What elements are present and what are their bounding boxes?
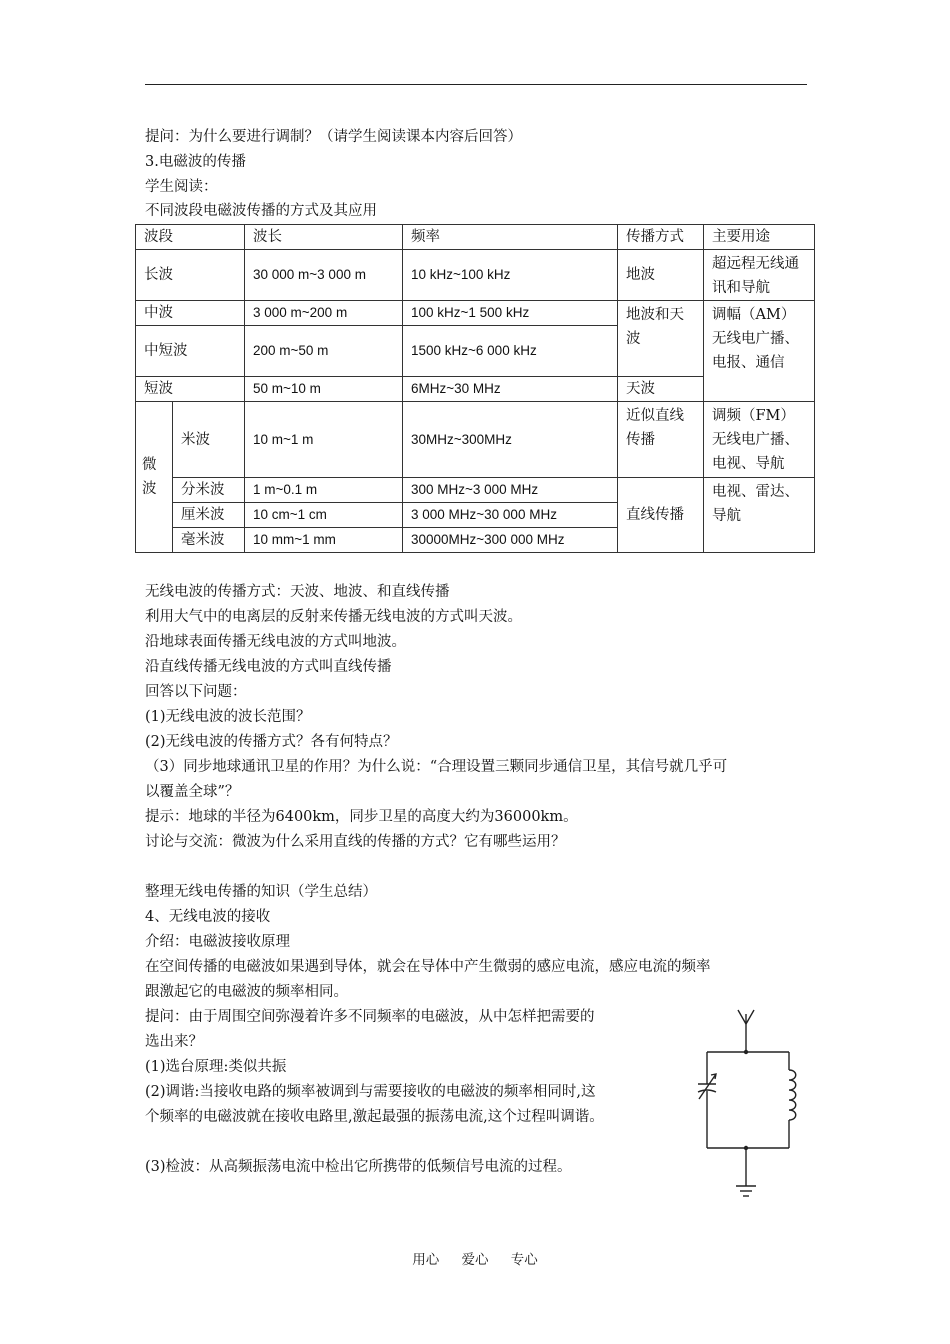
cell-propagation: 直线传播 (618, 478, 704, 553)
cell-frequency: 1500 kHz~6 000 kHz (403, 326, 618, 377)
cell-wavelength: 50 m~10 m (245, 377, 403, 402)
header-rule (145, 84, 807, 85)
table-caption: 不同波段电磁波传播的方式及其应用 (145, 203, 377, 219)
variable-capacitor-icon (698, 1074, 716, 1100)
text-line: 个频率的电磁波就在接收电路里,激起最强的振荡电流,这个过程叫调谐。 (145, 1109, 604, 1125)
text-line: 无线电波的传播方式：天波、地波、和直线传播 (145, 584, 450, 600)
table-row (136, 402, 815, 478)
header-propagation: 传播方式 (618, 225, 704, 250)
cell-propagation: 地波和天波 (618, 301, 704, 377)
hint-line: 提示：地球的半径为6400km，同步卫星的高度大约为36000km。 (145, 809, 578, 825)
cell-frequency: 100 kHz~1 500 kHz (403, 301, 618, 326)
cell-band: 中波 (136, 301, 245, 326)
cell-wavelength: 10 mm~1 mm (245, 528, 403, 553)
page-footer: 用心 爱心 专心 (412, 1252, 538, 1268)
cell-band: 分米波 (173, 478, 245, 503)
section-heading: 4、无线电波的接收 (145, 909, 271, 925)
question-item-cont: 以覆盖全球”？ (145, 784, 240, 800)
cell-wavelength: 1 m~0.1 m (245, 478, 403, 503)
junction-dot (744, 1146, 748, 1150)
text-line: 学生阅读： (145, 179, 218, 195)
cell-propagation: 近似直线传播 (618, 402, 704, 478)
cell-frequency: 30MHz~300MHz (403, 402, 618, 478)
cell-propagation: 地波 (618, 250, 704, 301)
text-line: (1)选台原理:类似共振 (145, 1059, 287, 1075)
cell-wavelength: 10 cm~1 cm (245, 503, 403, 528)
text-line: 沿地球表面传播无线电波的方式叫地波。 (145, 634, 406, 650)
cell-wavelength: 10 m~1 m (245, 402, 403, 478)
section-heading: 3.电磁波的传播 (145, 154, 246, 170)
cell-use: 电视、雷达、导航 (704, 478, 815, 553)
text-line: 提问：由于周围空间弥漫着许多不同频率的电磁波，从中怎样把需要的 (145, 1009, 595, 1025)
header-use: 主要用途 (704, 225, 815, 250)
lc-circuit-diagram (690, 1002, 812, 1206)
table-header-row (136, 225, 815, 250)
cell-wavelength: 30 000 m~3 000 m (245, 250, 403, 301)
cell-band: 米波 (173, 402, 245, 478)
antenna-icon (738, 1010, 754, 1052)
table-row (136, 478, 815, 503)
cell-frequency: 10 kHz~100 kHz (403, 250, 618, 301)
cell-microwave-group: 微波 (136, 402, 173, 553)
cell-band: 毫米波 (173, 528, 245, 553)
cell-frequency: 6MHz~30 MHz (403, 377, 618, 402)
ground-icon (736, 1148, 756, 1196)
text-line: (3)检波：从高频振荡电流中检出它所携带的低频信号电流的过程。 (145, 1159, 572, 1175)
text-line: 沿直线传播无线电波的方式叫直线传播 (145, 659, 392, 675)
question-item: (1)无线电波的波长范围？ (145, 709, 311, 725)
inductor-coil-icon (789, 1070, 796, 1120)
cell-frequency: 3 000 MHz~30 000 MHz (403, 503, 618, 528)
text-line: 跟激起它的电磁波的频率相同。 (145, 984, 348, 1000)
text-line: 介绍：电磁波接收原理 (145, 934, 290, 950)
text-line: 讨论与交流：微波为什么采用直线的传播的方式？它有哪些运用？ (145, 834, 566, 850)
header-wavelength: 波长 (245, 225, 403, 250)
table-row (136, 250, 815, 301)
text-line: 选出来？ (145, 1034, 203, 1050)
cell-band: 长波 (136, 250, 245, 301)
cell-wavelength: 3 000 m~200 m (245, 301, 403, 326)
text-line: 在空间传播的电磁波如果遇到导体，就会在导体中产生微弱的感应电流，感应电流的频率 (145, 959, 711, 975)
text-line: (2)调谐:当接收电路的频率被调到与需要接收的电磁波的频率相同时,这 (145, 1084, 596, 1100)
cell-band: 厘米波 (173, 503, 245, 528)
header-frequency: 频率 (403, 225, 618, 250)
cell-band: 中短波 (136, 326, 245, 377)
text-line: 回答以下问题： (145, 684, 247, 700)
wave-band-table (135, 224, 815, 553)
table-row (136, 301, 815, 326)
header-band: 波段 (136, 225, 245, 250)
cell-use: 调幅（AM）无线电广播、电报、通信 (704, 301, 815, 402)
question-item: （3）同步地球通讯卫星的作用？为什么说：“合理设置三颗同步通信卫星，其信号就几乎可 (145, 759, 728, 775)
cell-frequency: 30000MHz~300 000 MHz (403, 528, 618, 553)
text-line: 提问：为什么要进行调制？（请学生阅读课本内容后回答） (145, 129, 522, 145)
cell-frequency: 300 MHz~3 000 MHz (403, 478, 618, 503)
junction-dot (744, 1050, 748, 1054)
cell-band: 短波 (136, 377, 245, 402)
cell-propagation: 天波 (618, 377, 704, 402)
cell-use: 超远程无线通讯和导航 (704, 250, 815, 301)
text-line: 利用大气中的电离层的反射来传播无线电波的方式叫天波。 (145, 609, 522, 625)
question-item: (2)无线电波的传播方式？各有何特点？ (145, 734, 398, 750)
text-line: 整理无线电传播的知识（学生总结） (145, 884, 377, 900)
cell-use: 调频（FM）无线电广播、电视、导航 (704, 402, 815, 478)
cell-wavelength: 200 m~50 m (245, 326, 403, 377)
